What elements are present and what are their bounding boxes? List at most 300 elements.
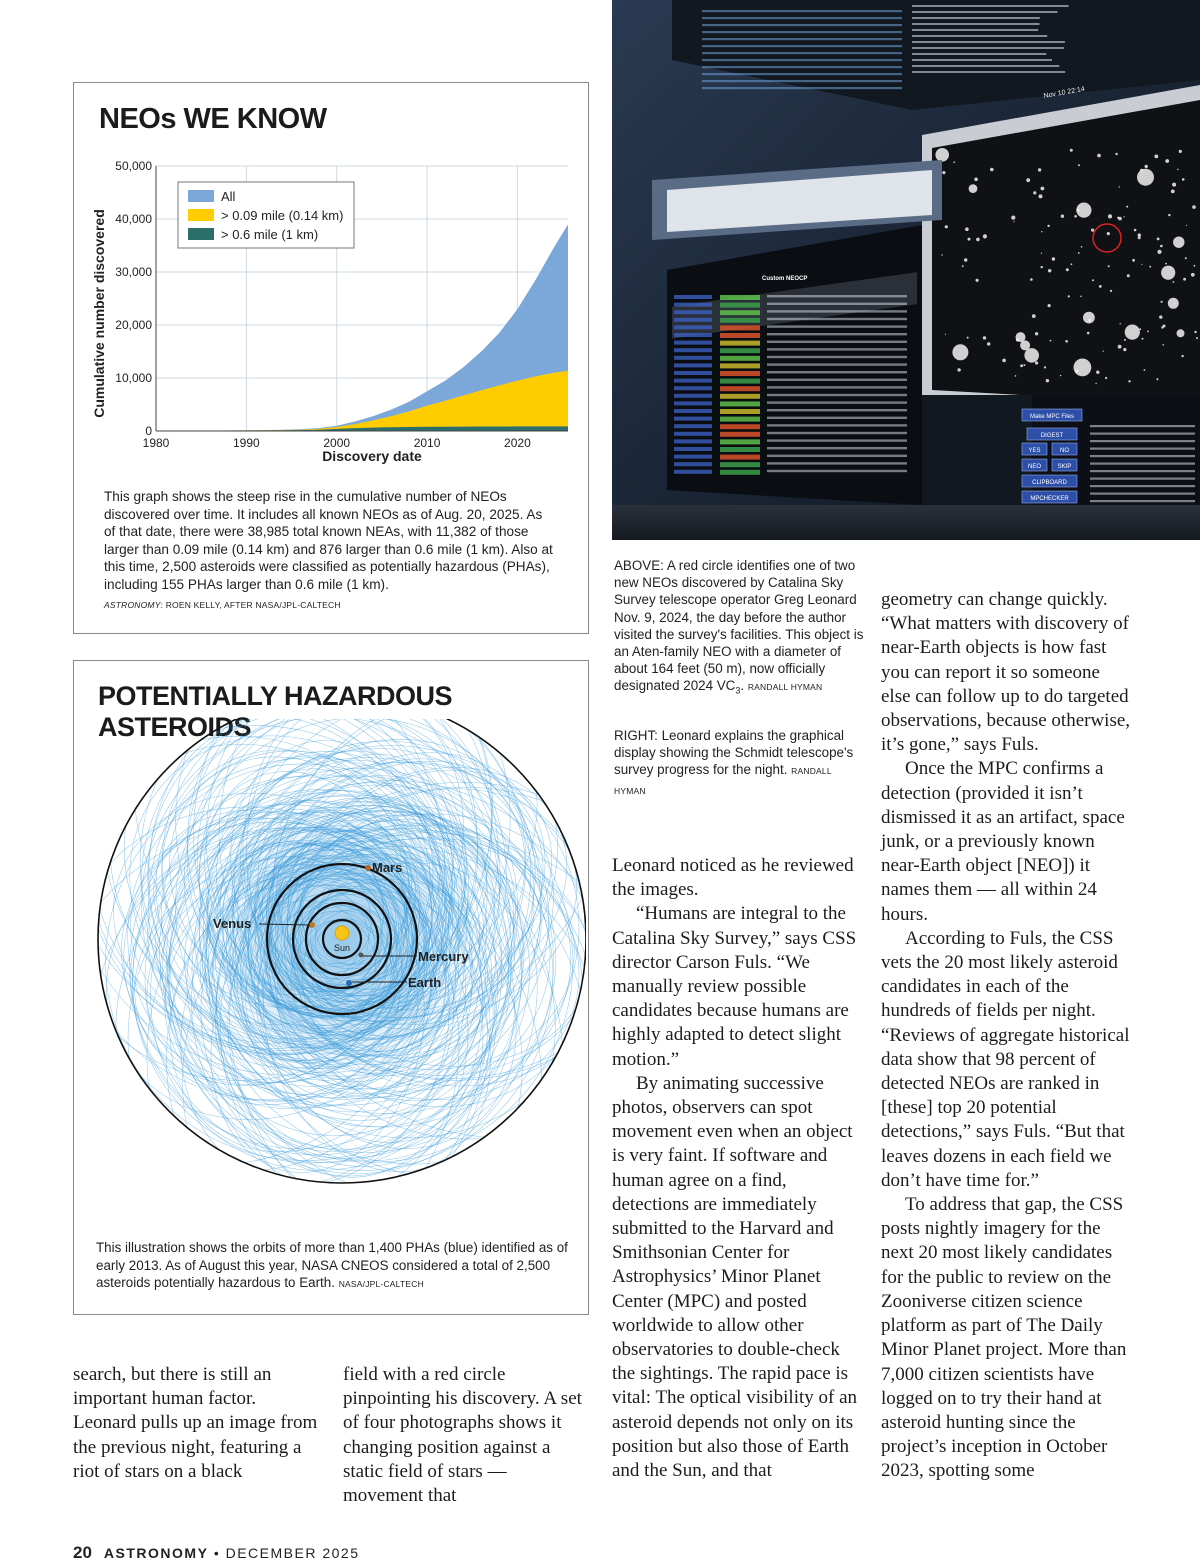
star <box>1020 340 1030 350</box>
legend-swatch <box>188 228 214 240</box>
data-row <box>702 59 902 61</box>
y-tick-label: 0 <box>145 424 152 438</box>
star <box>1147 331 1149 333</box>
star <box>935 148 949 162</box>
neocp-id <box>674 363 712 367</box>
neo-sidebar <box>73 82 589 634</box>
neo-credit-rest: : ROEN KELLY, AFTER NASA/JPL-CALTECH <box>160 600 341 610</box>
neocp-score <box>720 386 760 391</box>
star <box>1168 298 1179 309</box>
star <box>965 227 969 231</box>
star <box>1118 345 1122 349</box>
star <box>1171 190 1175 194</box>
data-row <box>1090 433 1195 435</box>
y-tick-label: 40,000 <box>115 212 152 226</box>
data-row <box>912 35 1047 37</box>
pha-orbit-diagram <box>74 719 586 1229</box>
star <box>1163 325 1166 328</box>
star <box>1132 259 1135 262</box>
star <box>957 368 960 371</box>
neocp-score <box>720 417 760 422</box>
data-row <box>912 53 1046 55</box>
star <box>1041 231 1042 232</box>
neocp-values <box>767 417 907 419</box>
x-tick-label: 2010 <box>413 436 441 450</box>
star <box>1071 263 1073 265</box>
star <box>1083 312 1095 324</box>
neocp-score <box>720 341 760 346</box>
col1-paragraph: search, but there is still an important human factor. Leonard pulls up an image from the previous night, featuring a riot of stars on a black <box>73 1364 318 1482</box>
star <box>1066 268 1069 271</box>
earth-marker <box>346 980 352 986</box>
footer-separator: • <box>213 1545 221 1561</box>
star <box>1041 187 1045 191</box>
star <box>962 265 964 267</box>
x-axis-title: Discovery date <box>322 448 422 464</box>
col4-paragraph-3: According to Fuls, the CSS vets the 20 most likely asteroid candidates in each of the hundreds of fields per night. “Reviews of aggregate historical data show that 98 percent of detected NEOs are ranked in [these] top 20 potential detections,” says Fuls. “But that leaves dozens in each field we don’t have time for.” <box>881 927 1130 1191</box>
neocp-values <box>767 432 907 434</box>
x-tick-label: 2020 <box>504 436 531 450</box>
col3-paragraph-3: By animating successive photos, observers can spot movement even when an object is very faint. If software and human agree on a find, detections are immediately submitted to the Harvard and Smithsonian Center for Astrophysics’ Minor Planet Center (MPC) and posted worldwide to allow other observatories to double-check the sightings. The rapid pace is vital: The optical visibility of an asteroid depends not only on its position but also those of Earth and the Sun, and that <box>612 1072 858 1482</box>
data-row <box>702 17 902 19</box>
star <box>1119 186 1120 187</box>
star <box>1177 329 1185 337</box>
star <box>976 279 979 282</box>
star <box>1068 295 1070 297</box>
star <box>1013 221 1014 222</box>
mercury-label: Mercury <box>418 949 469 964</box>
article-column-3 <box>612 854 860 1483</box>
neocp-id <box>674 325 712 329</box>
earth-label: Earth <box>408 975 442 990</box>
star <box>1177 169 1178 170</box>
star <box>1123 348 1126 351</box>
data-row <box>702 87 902 89</box>
data-row <box>912 71 1065 73</box>
star <box>964 258 967 261</box>
neocp-id <box>674 462 712 466</box>
pha-caption-text: This illustration shows the orbits of more than 1,400 PHAs (blue) identified as of early 2013. As of August this year, NASA CNEOS considered a total of 2,500 asteroids potentially hazardous to Earth. <box>96 1240 568 1290</box>
y-tick-label: 20,000 <box>115 318 152 332</box>
data-row <box>912 29 1038 31</box>
legend-label: > 0.09 mile (0.14 km) <box>221 208 344 223</box>
star <box>1139 328 1141 330</box>
neo-caption-text: This graph shows the steep rise in the cumulative number of NEOs discovered over time. It includes all known NEOs as of Aug. 20, 2025. As of that date, there were 38,985 total known NEAs, with 11,382 of those larger than 0.09 mile (0.14 km) and 876 larger than 0.6 mile (1 km). Also at this time, 2,500 asteroids were classified as potentially hazardous (PHAs), including 155 PHAs larger than 0.6 mile (1 km). <box>104 489 553 592</box>
data-row <box>912 17 1040 19</box>
data-row <box>912 11 1057 13</box>
star <box>1145 165 1148 168</box>
data-row <box>702 80 902 82</box>
neocp-score <box>720 325 760 330</box>
star <box>1118 217 1122 221</box>
neocp-id <box>674 417 712 421</box>
data-row <box>1090 463 1195 465</box>
data-row <box>1090 493 1195 495</box>
mpc-button-label: Make MPC Files <box>1029 414 1075 420</box>
col4-paragraph-1: geometry can change quickly. “What matters with discovery of near-Earth objects is how fast you can report it so someone else can follow up to do targeted observations, because otherwise, it’s gone,” says Fuls. <box>881 589 1131 756</box>
neocp-score <box>720 303 760 308</box>
data-row <box>702 31 902 33</box>
star <box>1182 178 1185 181</box>
star <box>1046 379 1049 382</box>
star <box>941 254 942 255</box>
chart-legend <box>178 182 354 248</box>
neocp-score <box>720 310 760 315</box>
star <box>1052 257 1055 260</box>
star <box>1041 253 1042 254</box>
data-row <box>912 65 1059 67</box>
neo-credit-magazine: ASTRONOMY <box>104 600 161 610</box>
star <box>1108 265 1110 267</box>
star <box>1078 252 1080 254</box>
data-row <box>702 66 902 68</box>
neo-area-chart <box>74 148 586 468</box>
venus-label: Venus <box>213 916 252 931</box>
star <box>1157 238 1160 241</box>
star <box>1161 301 1163 303</box>
neocp-id <box>674 409 712 413</box>
data-row <box>702 52 902 54</box>
data-row <box>702 38 902 40</box>
neocp-score <box>720 348 760 353</box>
star <box>945 225 948 228</box>
mpc-button-label: DIGEST <box>1040 433 1064 439</box>
data-row <box>1090 448 1195 450</box>
mpc-button-label: YES <box>1028 448 1041 454</box>
star <box>1050 340 1052 342</box>
star <box>1172 183 1176 187</box>
star <box>1194 331 1196 333</box>
star <box>945 334 946 335</box>
y-tick-label: 10,000 <box>115 371 152 385</box>
neocp-score <box>720 371 760 376</box>
data-row <box>1090 440 1195 442</box>
star <box>983 234 987 238</box>
x-tick-label: 1980 <box>142 436 170 450</box>
pha-sidebar <box>73 660 589 1315</box>
star <box>1095 383 1096 384</box>
page-footer <box>73 1543 360 1563</box>
star <box>942 171 945 174</box>
star <box>1078 164 1080 166</box>
neocp-values <box>767 325 907 327</box>
star <box>1137 169 1154 186</box>
article-column-1 <box>73 1363 321 1484</box>
neocp-title: Custom NEOCP <box>762 276 808 282</box>
star <box>1110 290 1112 292</box>
star <box>1162 344 1164 346</box>
data-row <box>1090 500 1195 502</box>
neocp-values <box>767 295 907 297</box>
neocp-values <box>767 424 907 426</box>
star <box>1128 380 1130 382</box>
star <box>1074 215 1077 218</box>
above-caption-text: ABOVE: A red circle identifies one of two new NEOs discovered by Catalina Sky Survey telescope operator Greg Leonard Nov. 9, 2024, the day before the author visited the survey's facilities. This object is an Aten-family NEO with a diameter of about 164 feet (50 m), now officially designated 2024 VC <box>614 558 864 694</box>
neocp-values <box>767 462 907 464</box>
photo-caption-above <box>614 557 864 700</box>
star <box>1105 377 1107 379</box>
data-row <box>912 23 1039 25</box>
neocp-score <box>720 401 760 406</box>
neocp-values <box>767 379 907 381</box>
star <box>1041 266 1043 268</box>
star <box>1174 303 1176 305</box>
pha-title: POTENTIALLY HAZARDOUS ASTEROIDS <box>98 681 453 742</box>
neocp-id <box>674 386 712 390</box>
star <box>1124 339 1126 341</box>
neocp-id <box>674 424 712 428</box>
x-tick-label: 2000 <box>323 436 351 450</box>
col4-paragraph-2: Once the MPC confirms a detection (provided it isn’t dismissed it as an artifact, space junk, or a previously known near-Earth object [NEO]) it names them — all within 24 hours. <box>881 758 1125 925</box>
neocp-id <box>674 470 712 474</box>
star <box>1015 375 1017 377</box>
col3-paragraph-1: Leonard noticed as he reviewed the images. <box>612 855 854 901</box>
star <box>983 336 986 339</box>
legend-swatch <box>188 209 214 221</box>
data-row <box>702 10 902 12</box>
star <box>1044 366 1046 368</box>
star <box>953 161 955 163</box>
neocp-score <box>720 318 760 323</box>
issue-date: DECEMBER 2025 <box>225 1545 360 1561</box>
neocp-score <box>720 333 760 338</box>
star <box>1035 361 1038 364</box>
data-row <box>912 41 1065 43</box>
neo-credit <box>104 597 554 615</box>
neocp-score <box>720 356 760 361</box>
star <box>1103 351 1104 352</box>
neocp-id <box>674 318 712 322</box>
mpc-button-label: CLIPBOARD <box>1032 480 1067 486</box>
neocp-values <box>767 439 907 441</box>
sun-marker <box>335 926 349 940</box>
clock-readout: Nov 10 22:14 <box>1043 85 1086 100</box>
star <box>1023 364 1025 366</box>
star <box>974 178 978 182</box>
star <box>968 238 971 241</box>
right-credit: RANDALL HYMAN <box>614 766 832 796</box>
neocp-id <box>674 455 712 459</box>
article-column-2 <box>343 1363 591 1508</box>
neocp-id <box>674 432 712 436</box>
right-caption-text: RIGHT: Leonard explains the graphical display showing the Schmidt telescope's survey progress for the night. <box>614 728 854 778</box>
star <box>1185 257 1187 259</box>
neocp-values <box>767 356 907 358</box>
star <box>1024 348 1039 363</box>
star <box>1070 149 1073 152</box>
neocp-values <box>767 371 907 373</box>
neocp-values <box>767 455 907 457</box>
star <box>1020 364 1023 367</box>
neocp-id <box>674 394 712 398</box>
star <box>1138 233 1141 236</box>
photo-caption-right <box>614 727 864 800</box>
star <box>1154 155 1158 159</box>
above-caption-sub: 3 <box>735 686 741 697</box>
col2-paragraph: field with a red circle pinpointing his discovery. A set of four photographs shows it changing position against a static field of stars — movement that <box>343 1364 582 1507</box>
legend-swatch <box>188 190 214 202</box>
star <box>1080 296 1082 298</box>
neocp-id <box>674 447 712 451</box>
above-caption-end: . <box>740 678 745 694</box>
neocp-values <box>767 447 907 449</box>
star <box>1159 315 1162 318</box>
star <box>1165 159 1169 163</box>
star <box>1142 338 1144 340</box>
star <box>1060 375 1061 376</box>
star <box>1125 325 1140 340</box>
star <box>1099 285 1102 288</box>
star <box>1035 332 1038 335</box>
star <box>987 342 990 345</box>
neocp-id <box>674 295 712 299</box>
star <box>1141 264 1142 265</box>
neocp-id <box>674 356 712 360</box>
star <box>1011 216 1015 220</box>
star <box>1191 273 1195 277</box>
star <box>1087 332 1090 335</box>
neocp-score <box>720 379 760 384</box>
star <box>1161 266 1175 280</box>
data-row <box>702 73 902 75</box>
neocp-score <box>720 470 760 475</box>
star <box>1181 355 1183 357</box>
mpc-button-label: NO <box>1060 448 1069 454</box>
data-row <box>912 59 1052 61</box>
star <box>1048 269 1051 272</box>
neocp-score <box>720 394 760 399</box>
star <box>1097 154 1101 158</box>
neocp-id <box>674 310 712 314</box>
star <box>1081 246 1083 248</box>
neocp-values <box>767 386 907 388</box>
star <box>952 344 968 360</box>
sun-label: Sun <box>333 943 351 953</box>
star <box>1108 214 1112 218</box>
observatory-photo <box>612 0 1200 540</box>
neocp-id <box>674 333 712 337</box>
neocp-id <box>674 348 712 352</box>
neocp-id <box>674 371 712 375</box>
magazine-name: ASTRONOMY <box>103 1545 209 1561</box>
star <box>1038 168 1041 171</box>
star <box>1096 371 1099 374</box>
star <box>1160 245 1163 248</box>
pha-credit: NASA/JPL-CALTECH <box>338 1279 424 1289</box>
neocp-values <box>767 310 907 312</box>
data-row <box>1090 425 1195 427</box>
data-row <box>912 47 1064 49</box>
y-axis-title: Cumulative number discovered <box>91 209 107 418</box>
star <box>1173 281 1175 283</box>
star <box>1091 229 1094 232</box>
col4-paragraph-4: To address that gap, the CSS posts nightly imagery for the next 20 most likely candidates for the public to review on the Zooniverse citizen science platform as part of The Daily Minor Planet project. More than 7,000 citizen scientists have logged on to try their hand at asteroid hunting since the project’s inception in October 2023, spotting some <box>881 1194 1127 1482</box>
data-row <box>702 45 902 47</box>
star <box>1173 237 1184 248</box>
star <box>1165 263 1167 265</box>
star <box>1157 250 1161 254</box>
mpc-button-label: NEO <box>1027 464 1042 470</box>
mars-marker <box>365 865 371 871</box>
star <box>1039 194 1043 198</box>
star <box>990 168 994 172</box>
star <box>1030 278 1033 281</box>
star <box>1076 203 1091 218</box>
data-row <box>1090 470 1195 472</box>
star <box>1126 206 1128 208</box>
neocp-id <box>674 303 712 307</box>
col3-paragraph-2: “Humans are integral to the Catalina Sky Survey,” says CSS director Carson Fuls. “We manually review possible candidates because humans are highly adapted to detect slight motion.” <box>612 903 857 1070</box>
star <box>1092 279 1094 281</box>
neocp-values <box>767 401 907 403</box>
neocp-values <box>767 348 907 350</box>
neocp-score <box>720 432 760 437</box>
data-row <box>1090 455 1195 457</box>
star <box>1061 215 1064 218</box>
neocp-id <box>674 341 712 345</box>
star <box>1149 266 1151 268</box>
data-row <box>912 5 1069 7</box>
star <box>1168 214 1170 216</box>
mpc-button-label: SKIP <box>1057 464 1072 470</box>
star <box>1134 229 1137 232</box>
neocp-values <box>767 341 907 343</box>
star <box>1127 274 1130 277</box>
neocp-values <box>767 363 907 365</box>
star <box>1047 225 1049 227</box>
data-row <box>702 24 902 26</box>
neocp-values <box>767 394 907 396</box>
star <box>1186 225 1187 226</box>
neocp-values <box>767 470 907 472</box>
neocp-score <box>720 409 760 414</box>
star <box>967 337 969 339</box>
star <box>1179 150 1182 153</box>
neocp-score <box>720 424 760 429</box>
x-tick-label: 1990 <box>232 436 260 450</box>
data-row <box>1090 478 1195 480</box>
star <box>969 184 978 193</box>
star <box>1002 359 1006 363</box>
neocp-id <box>674 379 712 383</box>
star <box>1048 304 1051 307</box>
star <box>1075 370 1078 373</box>
star <box>1124 216 1125 217</box>
star <box>1107 232 1110 235</box>
star <box>1192 205 1196 209</box>
star <box>1156 378 1158 380</box>
page-number: 20 <box>73 1543 92 1562</box>
mercury-marker <box>359 953 364 958</box>
mpc-button-label: MPCHECKER <box>1030 496 1069 502</box>
star <box>1194 265 1196 267</box>
neocp-score <box>720 447 760 452</box>
pha-caption <box>96 1239 576 1294</box>
star <box>1144 369 1146 371</box>
article-column-4 <box>881 588 1131 1484</box>
y-tick-label: 50,000 <box>115 159 152 173</box>
star <box>1196 337 1198 339</box>
neocp-values <box>767 333 907 335</box>
above-credit: RANDALL HYMAN <box>747 682 823 693</box>
star <box>1032 314 1036 318</box>
neocp-score <box>720 363 760 368</box>
neocp-id <box>674 401 712 405</box>
neo-chart-title: NEOs WE KNOW <box>99 103 327 135</box>
star <box>1115 153 1117 155</box>
star <box>1026 178 1030 182</box>
photo-illustration <box>612 0 1200 540</box>
